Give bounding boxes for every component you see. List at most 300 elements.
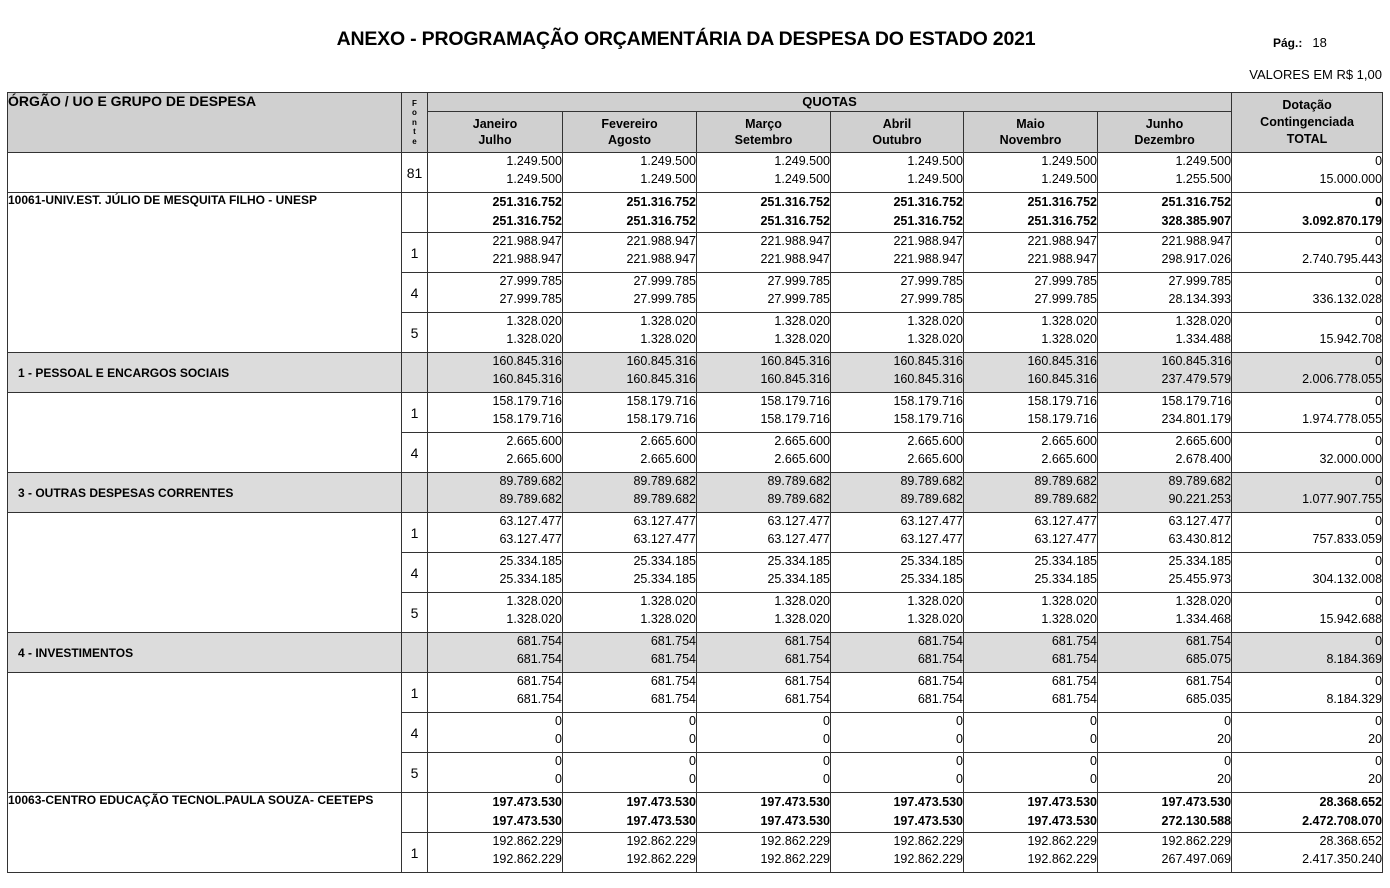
value-first-semester: 0 xyxy=(1375,434,1383,448)
dotacao-cell xyxy=(1232,313,1383,353)
quota-cell xyxy=(697,313,831,353)
fonte-code xyxy=(402,473,428,513)
row-label xyxy=(8,673,402,713)
fonte-code: 1 xyxy=(402,833,428,873)
fonte-code: 5 xyxy=(402,313,428,353)
fonte-code: 1 xyxy=(402,233,428,273)
value-second-semester: 197.473.530 xyxy=(492,814,562,828)
value-second-semester: 237.479.579 xyxy=(1161,371,1232,386)
value-second-semester: 28.134.393 xyxy=(1168,291,1232,306)
quota-cell xyxy=(697,433,831,473)
value-first-semester: 158.179.716 xyxy=(1027,394,1097,408)
fonte-row xyxy=(8,313,1383,353)
value-second-semester: 27.999.785 xyxy=(1034,291,1097,306)
value-first-semester: 0 xyxy=(823,754,830,768)
value-second-semester: 1.077.907.755 xyxy=(1302,491,1383,506)
quota-cell xyxy=(563,553,697,593)
value-second-semester: 336.132.028 xyxy=(1312,291,1383,306)
column-header-month xyxy=(563,112,697,153)
value-first-semester: 0 xyxy=(1224,714,1232,728)
value-first-semester: 1.328.020 xyxy=(640,314,696,328)
value-first-semester: 27.999.785 xyxy=(1168,274,1232,288)
row-label xyxy=(8,833,402,873)
value-first-semester: 160.845.316 xyxy=(893,354,963,368)
value-first-semester: 89.789.682 xyxy=(1168,474,1232,488)
month-top: Março xyxy=(745,117,782,131)
value-first-semester: 1.249.500 xyxy=(640,154,696,168)
quota-cell xyxy=(428,833,563,873)
value-first-semester: 681.754 xyxy=(1051,634,1097,648)
value-first-semester: 27.999.785 xyxy=(499,274,562,288)
quota-cell xyxy=(428,673,563,713)
value-second-semester: 1.328.020 xyxy=(774,611,830,626)
quota-cell xyxy=(697,273,831,313)
column-header-org: ÓRGÃO / UO E GRUPO DE DESPESA xyxy=(8,93,402,153)
dotacao-cell xyxy=(1232,553,1383,593)
group-label: 1 - PESSOAL E ENCARGOS SOCIAIS xyxy=(8,353,402,393)
value-second-semester: 681.754 xyxy=(917,691,963,706)
value-second-semester: 221.988.947 xyxy=(492,251,562,266)
month-bottom: Julho xyxy=(478,133,512,147)
value-second-semester: 160.845.316 xyxy=(760,371,830,386)
value-second-semester: 8.184.369 xyxy=(1326,651,1383,666)
quota-cell xyxy=(428,193,563,233)
value-second-semester: 2.417.350.240 xyxy=(1302,851,1383,866)
value-second-semester: 63.127.477 xyxy=(900,531,963,546)
value-first-semester: 0 xyxy=(1375,594,1383,608)
fonte-row xyxy=(8,753,1383,793)
value-second-semester: 0 xyxy=(823,771,830,786)
quota-cell xyxy=(697,353,831,393)
quota-cell xyxy=(428,433,563,473)
row-label xyxy=(8,513,402,553)
value-second-semester: 25.334.185 xyxy=(633,571,696,586)
value-second-semester: 197.473.530 xyxy=(760,814,830,828)
value-first-semester: 158.179.716 xyxy=(760,394,830,408)
value-first-semester: 63.127.477 xyxy=(900,514,963,528)
value-first-semester: 1.328.020 xyxy=(1175,594,1232,608)
value-second-semester: 2.665.600 xyxy=(506,451,562,466)
value-first-semester: 192.862.229 xyxy=(626,834,696,848)
quota-cell xyxy=(1098,233,1232,273)
quota-cell xyxy=(964,193,1098,233)
value-second-semester: 1.328.020 xyxy=(640,331,696,346)
value-first-semester: 1.328.020 xyxy=(907,594,963,608)
fonte-code: 4 xyxy=(402,273,428,313)
fonte-row xyxy=(8,393,1383,433)
value-second-semester: 0 xyxy=(956,771,963,786)
quota-cell xyxy=(1098,393,1232,433)
quota-cell xyxy=(964,233,1098,273)
fonte-code xyxy=(402,193,428,233)
quota-cell xyxy=(1098,833,1232,873)
group-label: 3 - OUTRAS DESPESAS CORRENTES xyxy=(8,473,402,513)
dotacao-cell xyxy=(1232,793,1383,833)
value-first-semester: 89.789.682 xyxy=(767,474,830,488)
quota-cell xyxy=(964,593,1098,633)
value-first-semester: 1.328.020 xyxy=(1041,594,1097,608)
value-first-semester: 0 xyxy=(1375,554,1383,568)
report-title: ANEXO - PROGRAMAÇÃO ORÇAMENTÁRIA DA DESPESA DO ESTADO 2021 xyxy=(336,28,1036,50)
value-second-semester: 63.430.812 xyxy=(1168,531,1232,546)
fonte-letter: o xyxy=(412,108,417,118)
value-second-semester: 63.127.477 xyxy=(633,531,696,546)
org-row xyxy=(8,193,1383,233)
quota-cell xyxy=(697,393,831,433)
value-first-semester: 0 xyxy=(1375,314,1383,328)
quota-cell xyxy=(831,273,964,313)
quota-cell xyxy=(428,713,563,753)
value-second-semester: 20 xyxy=(1368,771,1383,786)
value-second-semester: 0 xyxy=(689,731,696,746)
value-first-semester: 1.328.020 xyxy=(774,594,830,608)
quota-cell xyxy=(697,153,831,193)
quota-cell xyxy=(428,353,563,393)
value-second-semester: 1.328.020 xyxy=(907,611,963,626)
value-first-semester: 63.127.477 xyxy=(767,514,830,528)
org-row xyxy=(8,793,1383,833)
value-first-semester: 197.473.530 xyxy=(1161,795,1232,809)
fonte-row xyxy=(8,553,1383,593)
quota-cell xyxy=(964,713,1098,753)
quota-cell xyxy=(428,273,563,313)
value-second-semester: 89.789.682 xyxy=(767,491,830,506)
value-first-semester: 89.789.682 xyxy=(1034,474,1097,488)
value-first-semester: 158.179.716 xyxy=(893,394,963,408)
value-first-semester: 28.368.652 xyxy=(1319,834,1383,848)
value-second-semester: 0 xyxy=(555,731,562,746)
value-second-semester: 0 xyxy=(956,731,963,746)
value-second-semester: 234.801.179 xyxy=(1161,411,1232,426)
quota-cell xyxy=(1098,713,1232,753)
quota-cell xyxy=(428,513,563,553)
value-second-semester: 681.754 xyxy=(516,651,562,666)
value-second-semester: 158.179.716 xyxy=(1027,411,1097,426)
value-second-semester: 681.754 xyxy=(516,691,562,706)
quota-cell xyxy=(428,753,563,793)
quota-cell xyxy=(563,193,697,233)
value-second-semester: 192.862.229 xyxy=(626,851,696,866)
value-first-semester: 0 xyxy=(555,714,562,728)
month-bottom: Agosto xyxy=(607,133,652,147)
fonte-letter: e xyxy=(412,136,417,146)
value-first-semester: 27.999.785 xyxy=(900,274,963,288)
value-second-semester: 25.455.973 xyxy=(1168,571,1232,586)
value-second-semester: 221.988.947 xyxy=(626,251,696,266)
value-first-semester: 63.127.477 xyxy=(633,514,696,528)
row-label xyxy=(8,433,402,473)
row-label xyxy=(8,713,402,753)
value-second-semester: 32.000.000 xyxy=(1319,451,1383,466)
value-first-semester: 0 xyxy=(1375,354,1383,368)
value-first-semester: 0 xyxy=(1375,714,1383,728)
month-top: Fevereiro xyxy=(601,117,658,131)
quota-cell xyxy=(964,833,1098,873)
value-second-semester: 20 xyxy=(1368,731,1383,746)
dotacao-cell xyxy=(1232,233,1383,273)
fonte-code: 1 xyxy=(402,673,428,713)
value-second-semester: 685.075 xyxy=(1185,651,1232,666)
quota-cell xyxy=(563,833,697,873)
value-first-semester: 1.328.020 xyxy=(640,594,696,608)
page-number: 18 xyxy=(1312,35,1327,50)
quota-cell xyxy=(428,313,563,353)
value-second-semester: 158.179.716 xyxy=(492,411,562,426)
quota-cell xyxy=(563,673,697,713)
fonte-code: 4 xyxy=(402,553,428,593)
column-header-month xyxy=(697,112,831,153)
quota-cell xyxy=(831,393,964,433)
value-second-semester: 685.035 xyxy=(1185,691,1232,706)
value-second-semester: 251.316.752 xyxy=(1027,214,1097,228)
quota-cell xyxy=(697,193,831,233)
value-first-semester: 0 xyxy=(1224,754,1232,768)
quota-cell xyxy=(831,353,964,393)
quota-cell xyxy=(831,633,964,673)
value-first-semester: 0 xyxy=(1375,754,1383,768)
fonte-letter: n xyxy=(412,117,417,127)
value-first-semester: 1.249.500 xyxy=(1041,154,1097,168)
value-second-semester: 25.334.185 xyxy=(767,571,830,586)
quota-cell xyxy=(831,553,964,593)
value-second-semester: 2.006.778.055 xyxy=(1302,371,1383,386)
quota-cell xyxy=(964,753,1098,793)
dotacao-cell xyxy=(1232,393,1383,433)
value-first-semester: 197.473.530 xyxy=(1027,795,1097,809)
value-second-semester: 251.316.752 xyxy=(492,214,562,228)
quota-cell xyxy=(831,513,964,553)
value-first-semester: 221.988.947 xyxy=(1161,234,1232,248)
dotacao-cell xyxy=(1232,753,1383,793)
value-second-semester: 1.255.500 xyxy=(1175,171,1232,186)
quota-cell xyxy=(1098,153,1232,193)
quota-cell xyxy=(964,553,1098,593)
value-second-semester: 267.497.069 xyxy=(1161,851,1232,866)
value-second-semester: 221.988.947 xyxy=(760,251,830,266)
value-second-semester: 1.328.020 xyxy=(1041,611,1097,626)
fonte-row xyxy=(8,433,1383,473)
value-second-semester: 27.999.785 xyxy=(499,291,562,306)
value-second-semester: 681.754 xyxy=(1051,691,1097,706)
quota-cell xyxy=(831,193,964,233)
value-first-semester: 2.665.600 xyxy=(506,434,562,448)
quota-cell xyxy=(563,513,697,553)
fonte-code xyxy=(402,793,428,833)
value-second-semester: 757.833.059 xyxy=(1312,531,1383,546)
column-header-month xyxy=(831,112,964,153)
row-label xyxy=(8,273,402,313)
row-label xyxy=(8,553,402,593)
value-second-semester: 251.316.752 xyxy=(760,214,830,228)
value-second-semester: 2.740.795.443 xyxy=(1302,251,1383,266)
quota-cell xyxy=(1098,673,1232,713)
value-first-semester: 681.754 xyxy=(650,634,696,648)
value-second-semester: 3.092.870.179 xyxy=(1302,214,1383,228)
value-second-semester: 192.862.229 xyxy=(893,851,963,866)
value-second-semester: 89.789.682 xyxy=(499,491,562,506)
value-second-semester: 1.249.500 xyxy=(1041,171,1097,186)
fonte-row xyxy=(8,713,1383,753)
quota-cell xyxy=(964,353,1098,393)
row-label xyxy=(8,593,402,633)
fonte-code: 81 xyxy=(402,153,428,193)
value-first-semester: 89.789.682 xyxy=(633,474,696,488)
row-label xyxy=(8,313,402,353)
value-second-semester: 160.845.316 xyxy=(1027,371,1097,386)
value-second-semester: 15.942.688 xyxy=(1319,611,1383,626)
quota-cell xyxy=(831,313,964,353)
quota-cell xyxy=(697,633,831,673)
value-second-semester: 25.334.185 xyxy=(900,571,963,586)
quota-cell xyxy=(697,713,831,753)
value-first-semester: 0 xyxy=(689,754,696,768)
value-second-semester: 1.249.500 xyxy=(907,171,963,186)
quota-cell xyxy=(831,433,964,473)
fonte-row xyxy=(8,513,1383,553)
value-first-semester: 221.988.947 xyxy=(1027,234,1097,248)
value-first-semester: 158.179.716 xyxy=(492,394,562,408)
row-label xyxy=(8,153,402,193)
quota-cell xyxy=(964,313,1098,353)
month-top: Maio xyxy=(1016,117,1045,131)
quota-cell xyxy=(831,673,964,713)
quota-cell xyxy=(428,153,563,193)
value-first-semester: 28.368.652 xyxy=(1319,795,1383,809)
quota-cell xyxy=(563,233,697,273)
org-label: 10061-UNIV.EST. JÚLIO DE MESQUITA FILHO - UNESP xyxy=(8,193,402,233)
value-second-semester: 160.845.316 xyxy=(893,371,963,386)
value-first-semester: 0 xyxy=(1375,394,1383,408)
value-second-semester: 1.974.778.055 xyxy=(1302,411,1383,426)
fonte-code: 5 xyxy=(402,593,428,633)
value-first-semester: 1.249.500 xyxy=(1175,154,1232,168)
quota-cell xyxy=(1098,633,1232,673)
value-second-semester: 27.999.785 xyxy=(900,291,963,306)
value-first-semester: 89.789.682 xyxy=(499,474,562,488)
quota-cell xyxy=(1098,193,1232,233)
dotacao-cell xyxy=(1232,273,1383,313)
fonte-letter: F xyxy=(412,98,417,108)
value-first-semester: 2.665.600 xyxy=(640,434,696,448)
quota-cell xyxy=(697,233,831,273)
value-second-semester: 89.789.682 xyxy=(900,491,963,506)
value-second-semester: 158.179.716 xyxy=(760,411,830,426)
value-second-semester: 0 xyxy=(1090,771,1097,786)
quota-cell xyxy=(831,793,964,833)
quota-cell xyxy=(697,553,831,593)
quota-cell xyxy=(428,593,563,633)
value-first-semester: 192.862.229 xyxy=(492,834,562,848)
quota-cell xyxy=(964,793,1098,833)
value-first-semester: 25.334.185 xyxy=(900,554,963,568)
quota-cell xyxy=(697,833,831,873)
value-first-semester: 0 xyxy=(1375,234,1383,248)
value-second-semester: 2.665.600 xyxy=(640,451,696,466)
fonte-letter: t xyxy=(413,127,416,137)
quota-cell xyxy=(1098,793,1232,833)
value-first-semester: 681.754 xyxy=(917,634,963,648)
dotacao-cell xyxy=(1232,713,1383,753)
value-second-semester: 27.999.785 xyxy=(767,291,830,306)
month-top: Junho xyxy=(1145,117,1184,131)
fonte-row xyxy=(8,833,1383,873)
value-first-semester: 158.179.716 xyxy=(626,394,696,408)
value-first-semester: 27.999.785 xyxy=(633,274,696,288)
value-first-semester: 25.334.185 xyxy=(1034,554,1097,568)
value-second-semester: 251.316.752 xyxy=(893,214,963,228)
quota-cell xyxy=(1098,313,1232,353)
value-first-semester: 1.328.020 xyxy=(907,314,963,328)
value-first-semester: 0 xyxy=(1375,274,1383,288)
units-note: VALORES EM R$ 1,00 xyxy=(1249,67,1382,82)
value-second-semester: 1.328.020 xyxy=(907,331,963,346)
value-first-semester: 0 xyxy=(956,714,963,728)
value-second-semester: 160.845.316 xyxy=(492,371,562,386)
column-header-month xyxy=(1098,112,1232,153)
quota-cell xyxy=(563,393,697,433)
value-second-semester: 1.249.500 xyxy=(506,171,562,186)
value-first-semester: 63.127.477 xyxy=(1168,514,1232,528)
value-second-semester: 197.473.530 xyxy=(626,814,696,828)
quota-cell xyxy=(563,313,697,353)
month-top: Janeiro xyxy=(472,117,518,131)
value-first-semester: 0 xyxy=(1375,674,1383,688)
value-first-semester: 0 xyxy=(1090,754,1097,768)
value-second-semester: 681.754 xyxy=(784,651,830,666)
value-second-semester: 192.862.229 xyxy=(1027,851,1097,866)
quota-cell xyxy=(563,633,697,673)
value-second-semester: 1.328.020 xyxy=(774,331,830,346)
value-first-semester: 681.754 xyxy=(1185,674,1232,688)
quota-cell xyxy=(428,233,563,273)
budget-table xyxy=(7,92,1383,873)
quota-cell xyxy=(964,153,1098,193)
value-second-semester: 1.334.488 xyxy=(1175,331,1232,346)
quota-cell xyxy=(697,793,831,833)
quota-cell xyxy=(563,433,697,473)
quota-cell xyxy=(964,273,1098,313)
quota-cell xyxy=(428,793,563,833)
fonte-code xyxy=(402,353,428,393)
value-second-semester: 2.472.708.070 xyxy=(1302,814,1383,828)
value-first-semester: 681.754 xyxy=(516,674,562,688)
quota-cell xyxy=(1098,353,1232,393)
quota-cell xyxy=(831,833,964,873)
quota-cell xyxy=(697,593,831,633)
value-first-semester: 2.665.600 xyxy=(1175,434,1232,448)
quota-cell xyxy=(831,713,964,753)
value-second-semester: 20 xyxy=(1217,771,1232,786)
value-first-semester: 2.665.600 xyxy=(907,434,963,448)
value-first-semester: 681.754 xyxy=(1051,674,1097,688)
quota-cell xyxy=(831,153,964,193)
value-first-semester: 197.473.530 xyxy=(492,795,562,809)
value-first-semester: 1.328.020 xyxy=(506,314,562,328)
value-first-semester: 160.845.316 xyxy=(492,354,562,368)
value-second-semester: 681.754 xyxy=(917,651,963,666)
value-second-semester: 221.988.947 xyxy=(1027,251,1097,266)
value-first-semester: 27.999.785 xyxy=(767,274,830,288)
column-header-month xyxy=(428,112,563,153)
value-first-semester: 251.316.752 xyxy=(492,195,562,209)
value-second-semester: 272.130.588 xyxy=(1161,814,1232,828)
dotacao-cell xyxy=(1232,673,1383,713)
fonte-code xyxy=(402,633,428,673)
value-second-semester: 328.385.907 xyxy=(1161,214,1232,228)
value-first-semester: 192.862.229 xyxy=(1161,834,1232,848)
value-first-semester: 1.249.500 xyxy=(506,154,562,168)
value-second-semester: 304.132.008 xyxy=(1312,571,1383,586)
